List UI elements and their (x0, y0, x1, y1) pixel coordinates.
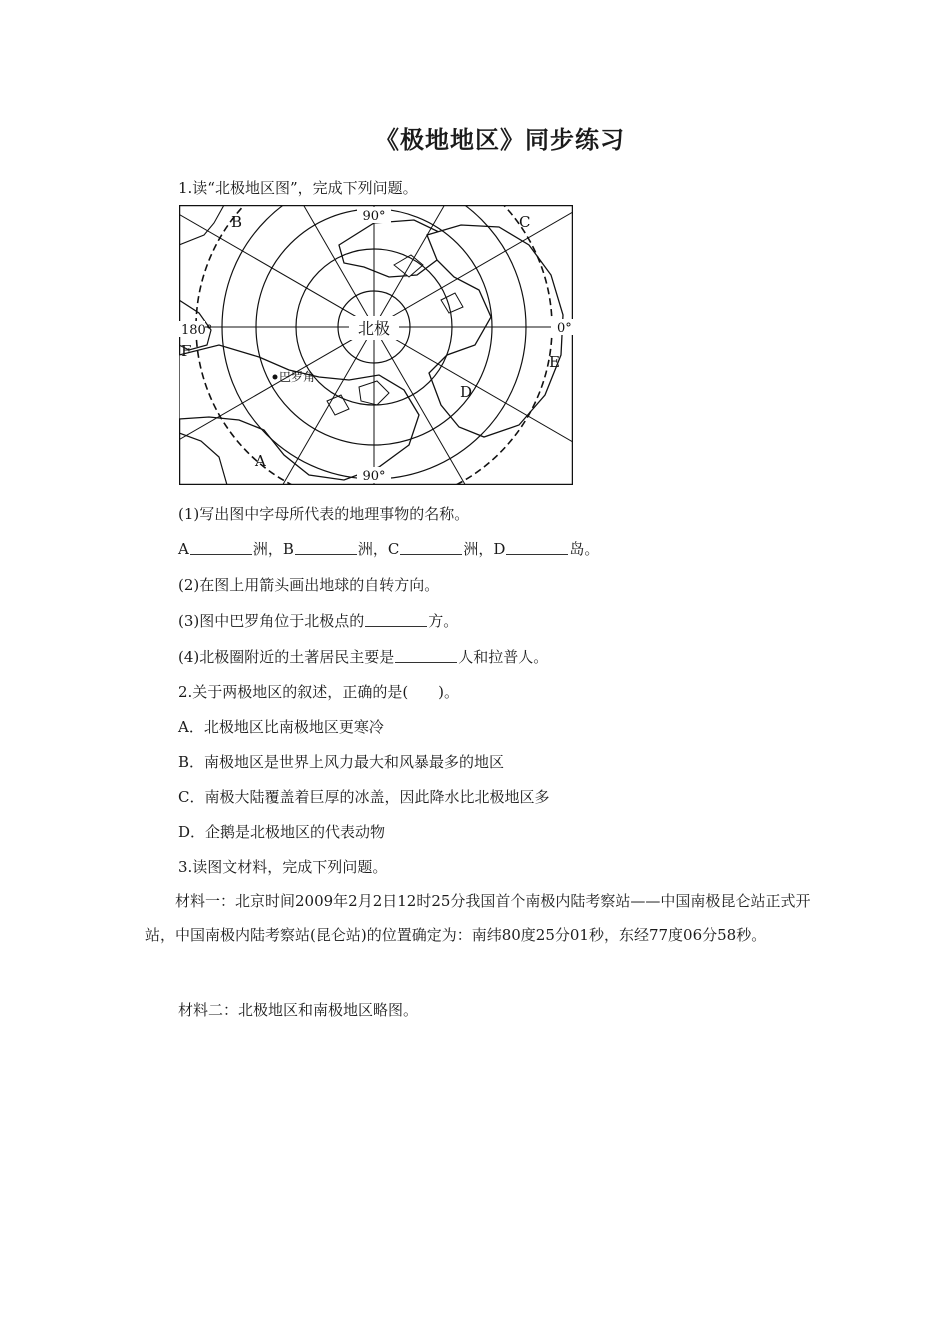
answer-blank-d[interactable] (506, 540, 568, 555)
answer-prefix-a: A (178, 540, 189, 558)
answer-word-4: 岛。 (569, 540, 600, 558)
page-title: 《极地地区》同步练习 (375, 125, 625, 154)
q1-sub3 (178, 610, 458, 631)
map-label-b: B (231, 213, 243, 231)
barrow-cape-marker (273, 375, 278, 380)
q3-material-1-text: 材料一：北京时间2009年2月2日12时25分我国首个南极内陆考察站——中国南极昆仑站正式开站，中国南极内陆考察站(昆仑站)的位置确定为：南纬80度25分01秒，东经77度06分58秒。 (145, 892, 811, 944)
q3-material-1 (145, 884, 825, 952)
answer-blank-c[interactable] (400, 540, 462, 555)
q1-sub4 (178, 646, 548, 667)
q1-sub4-pre: (4)北极圈附近的土著居民主要是 (178, 648, 395, 666)
q1-sub2: (2)在图上用箭头画出地球的自转方向。 (178, 576, 440, 594)
map-center-label: 北极 (357, 319, 391, 338)
q1-sub3-pre: (3)图中巴罗角位于北极点的 (178, 612, 365, 630)
map-lon-bottom: 90° (362, 469, 386, 484)
map-lon-left: 180° (181, 323, 213, 338)
q1-sub1: (1)写出图中字母所代表的地理事物的名称。 (178, 505, 470, 523)
answer-blank-direction[interactable] (365, 612, 427, 627)
question-2-stem: 2.关于两极地区的叙述，正确的是( )。 (178, 683, 460, 701)
answer-blank-people[interactable] (395, 648, 457, 663)
answer-blank-b[interactable] (295, 540, 357, 555)
q1-sub1-answer-line (178, 538, 599, 559)
q2-option-c[interactable]: C．南极大陆覆盖着巨厚的冰盖，因此降水比北极地区多 (178, 788, 550, 806)
q1-sub4-post: 人和拉普人。 (458, 648, 549, 666)
map-lon-top: 90° (362, 209, 386, 224)
q2-option-d[interactable]: D．企鹅是北极地区的代表动物 (178, 823, 386, 841)
map-label-d: D (460, 383, 473, 401)
answer-word-3: 洲，D (463, 540, 506, 558)
q2-option-a[interactable]: A．北极地区比南极地区更寒冷 (178, 718, 384, 736)
map-label-c: C (519, 213, 531, 231)
answer-word-2: 洲，C (357, 540, 400, 558)
arctic-map (179, 205, 573, 485)
answer-blank-a[interactable] (190, 540, 252, 555)
map-lon-right: 0° (557, 321, 572, 336)
q2-option-b[interactable]: B．南极地区是世界上风力最大和风暴最多的地区 (178, 753, 505, 771)
q3-material-2: 材料二：北极地区和南极地区略图。 (178, 1001, 419, 1019)
answer-word-1: 洲，B (252, 540, 294, 558)
q1-sub3-post: 方。 (428, 612, 459, 630)
map-cape-label: 巴罗角 (279, 370, 316, 384)
map-label-a: A (255, 452, 266, 470)
map-label-e: E (549, 353, 560, 371)
map-label-f: F (181, 342, 192, 360)
question-1-stem: 1.读“北极地区图”，完成下列问题。 (178, 179, 418, 197)
question-3-stem: 3.读图文材料，完成下列问题。 (178, 858, 388, 876)
